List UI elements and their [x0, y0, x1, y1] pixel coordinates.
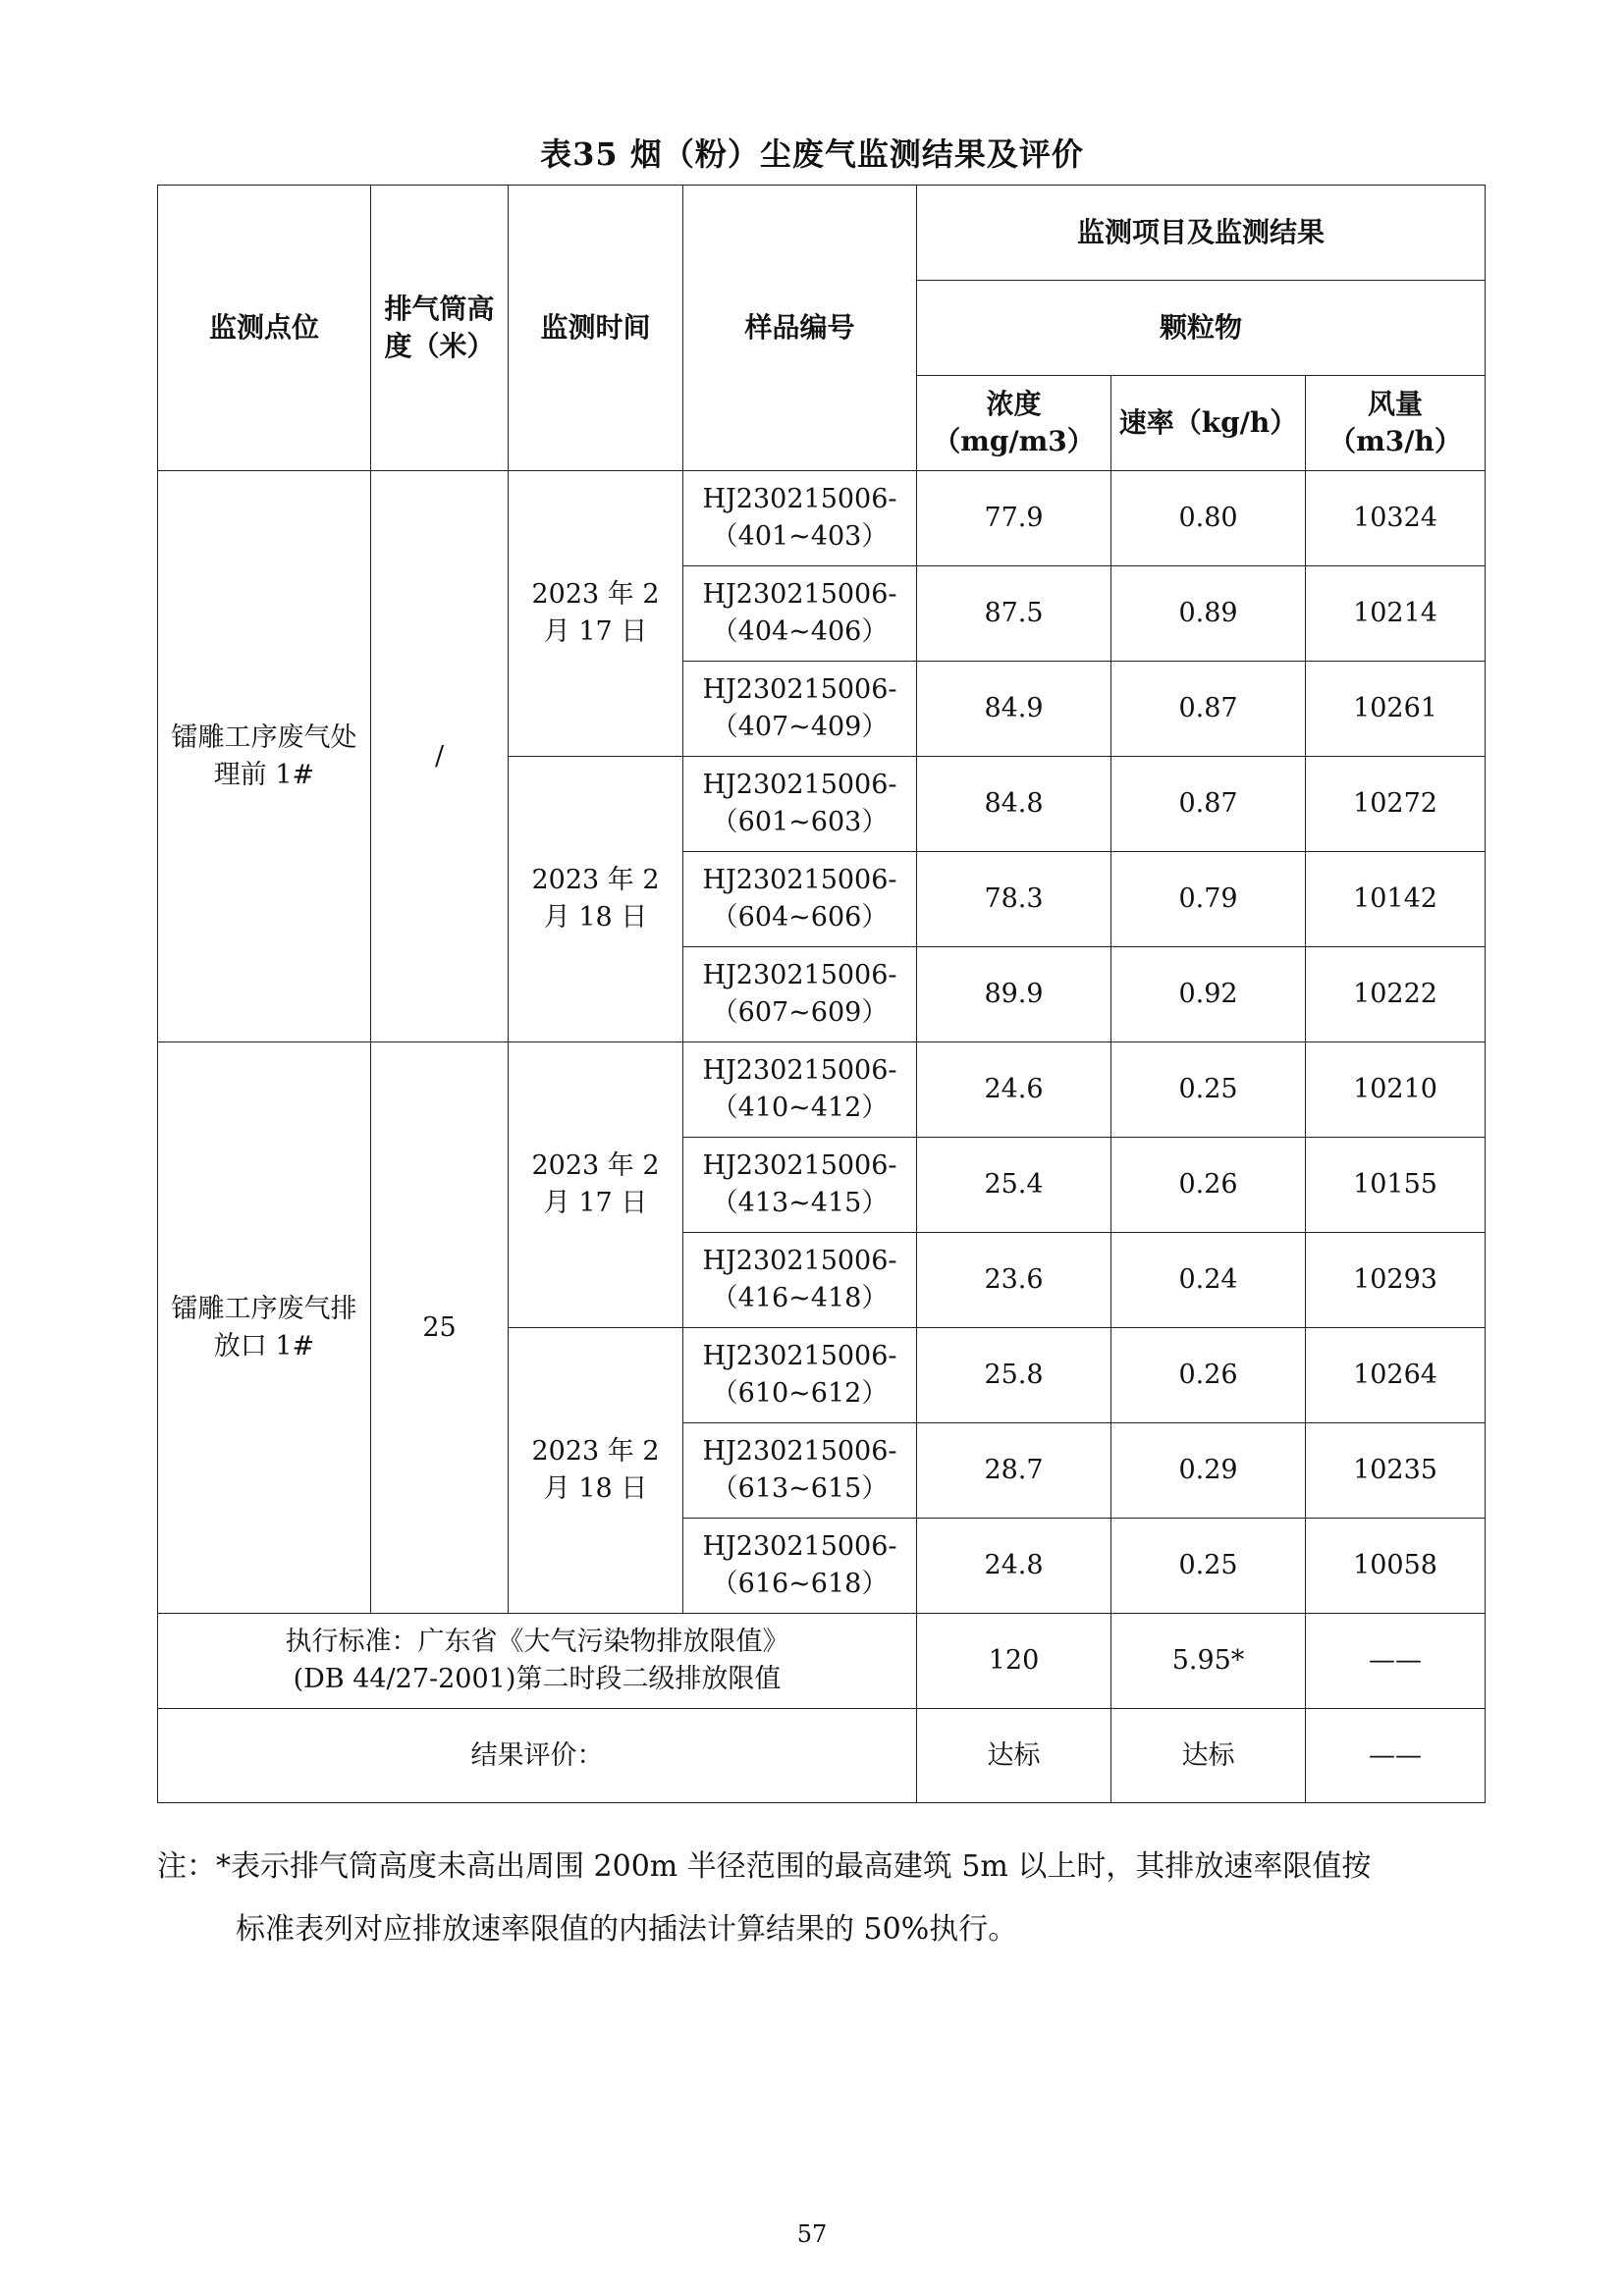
header-sample: 样品编号 [683, 186, 917, 471]
rate-cell: 0.24 [1111, 1233, 1306, 1328]
rate-cell: 0.87 [1111, 757, 1306, 852]
standard-label-line1: 执行标准：广东省《大气污染物排放限值》 [285, 1627, 789, 1657]
sample-id-cell: HJ230215006-（407~409） [683, 662, 917, 757]
flow-cell: 10210 [1306, 1042, 1486, 1138]
footnote-line2: 标准表列对应排放速率限值的内插法计算结果的 50%执行。 [236, 1912, 1018, 1947]
sample-id-cell: HJ230215006-（607~609） [683, 947, 917, 1042]
sample-id-cell: HJ230215006-（404~406） [683, 566, 917, 662]
monitoring-point-cell: 镭雕工序废气排放口 1# [158, 1042, 371, 1614]
concentration-cell: 89.9 [917, 947, 1111, 1042]
flow-cell: 10155 [1306, 1138, 1486, 1233]
concentration-cell: 25.4 [917, 1138, 1111, 1233]
sample-id-cell: HJ230215006-（604~606） [683, 852, 917, 947]
monitoring-point-cell: 镭雕工序废气处理前 1# [158, 471, 371, 1042]
rate-cell: 0.80 [1111, 471, 1306, 566]
sample-id-cell: HJ230215006-（401~403） [683, 471, 917, 566]
rate-cell: 0.25 [1111, 1519, 1306, 1614]
sample-id-cell: HJ230215006-（601~603） [683, 757, 917, 852]
header-flow: 风量（m3/h） [1306, 376, 1486, 471]
sample-id-cell: HJ230215006-（413~415） [683, 1138, 917, 1233]
standard-row [158, 1614, 1486, 1709]
standard-label-line2: (DB 44/27-2001)第二时段二级排放限值 [293, 1664, 782, 1694]
concentration-cell: 77.9 [917, 471, 1111, 566]
concentration-cell: 25.8 [917, 1328, 1111, 1423]
monitoring-date-cell: 2023 年 2 月 18 日 [509, 757, 683, 1042]
flow-cell: 10142 [1306, 852, 1486, 947]
rate-cell: 0.26 [1111, 1328, 1306, 1423]
rate-cell: 0.25 [1111, 1042, 1306, 1138]
concentration-cell: 23.6 [917, 1233, 1111, 1328]
concentration-cell: 24.6 [917, 1042, 1111, 1138]
sample-id-cell: HJ230215006-（616~618） [683, 1519, 917, 1614]
flow-cell: 10324 [1306, 471, 1486, 566]
sample-id-cell: HJ230215006-（613~615） [683, 1423, 917, 1519]
concentration-cell: 84.9 [917, 662, 1111, 757]
concentration-cell: 84.8 [917, 757, 1111, 852]
standard-label-cell [158, 1614, 917, 1709]
evaluation-row [158, 1709, 1486, 1803]
flow-cell: 10293 [1306, 1233, 1486, 1328]
evaluation-conc-cell: 达标 [917, 1709, 1111, 1803]
rate-cell: 0.29 [1111, 1423, 1306, 1519]
standard-flow-cell: —— [1306, 1614, 1486, 1709]
standard-conc-cell: 120 [917, 1614, 1111, 1709]
evaluation-rate-cell: 达标 [1111, 1709, 1306, 1803]
rate-cell: 0.89 [1111, 566, 1306, 662]
flow-cell: 10272 [1306, 757, 1486, 852]
stack-height-cell: 25 [371, 1042, 509, 1614]
table-row [158, 1042, 1486, 1138]
rate-cell: 0.87 [1111, 662, 1306, 757]
footnote [157, 1836, 1492, 1961]
concentration-cell: 78.3 [917, 852, 1111, 947]
flow-cell: 10058 [1306, 1519, 1486, 1614]
header-height: 排气筒高度（米） [371, 186, 509, 471]
flow-cell: 10264 [1306, 1328, 1486, 1423]
header-time: 监测时间 [509, 186, 683, 471]
stack-height-cell: / [371, 471, 509, 1042]
concentration-cell: 28.7 [917, 1423, 1111, 1519]
evaluation-label-cell: 结果评价： [158, 1709, 917, 1803]
page-number: 57 [796, 2220, 828, 2248]
sample-id-cell: HJ230215006-（610~612） [683, 1328, 917, 1423]
monitoring-results-table [157, 185, 1486, 1803]
table-title: 表35 烟（粉）尘废气监测结果及评价 [540, 135, 1084, 173]
header-conc: 浓度（mg/m3） [917, 376, 1111, 471]
concentration-cell: 87.5 [917, 566, 1111, 662]
header-group: 监测项目及监测结果 [917, 186, 1486, 281]
rate-cell: 0.26 [1111, 1138, 1306, 1233]
header-rate: 速率（kg/h） [1111, 376, 1306, 471]
table-row [158, 471, 1486, 566]
flow-cell: 10214 [1306, 566, 1486, 662]
footnote-line1: 注：*表示排气筒高度未高出周围 200m 半径范围的最高建筑 5m 以上时，其排放速率限值按 [157, 1849, 1372, 1884]
monitoring-date-cell: 2023 年 2 月 17 日 [509, 1042, 683, 1328]
rate-cell: 0.79 [1111, 852, 1306, 947]
sample-id-cell: HJ230215006-（410~412） [683, 1042, 917, 1138]
concentration-cell: 24.8 [917, 1519, 1111, 1614]
rate-cell: 0.92 [1111, 947, 1306, 1042]
sample-id-cell: HJ230215006-（416~418） [683, 1233, 917, 1328]
standard-rate-cell: 5.95* [1111, 1614, 1306, 1709]
monitoring-date-cell: 2023 年 2 月 17 日 [509, 471, 683, 757]
monitoring-date-cell: 2023 年 2 月 18 日 [509, 1328, 683, 1614]
flow-cell: 10261 [1306, 662, 1486, 757]
header-item: 颗粒物 [917, 281, 1486, 376]
evaluation-flow-cell: —— [1306, 1709, 1486, 1803]
flow-cell: 10235 [1306, 1423, 1486, 1519]
flow-cell: 10222 [1306, 947, 1486, 1042]
header-point: 监测点位 [158, 186, 371, 471]
